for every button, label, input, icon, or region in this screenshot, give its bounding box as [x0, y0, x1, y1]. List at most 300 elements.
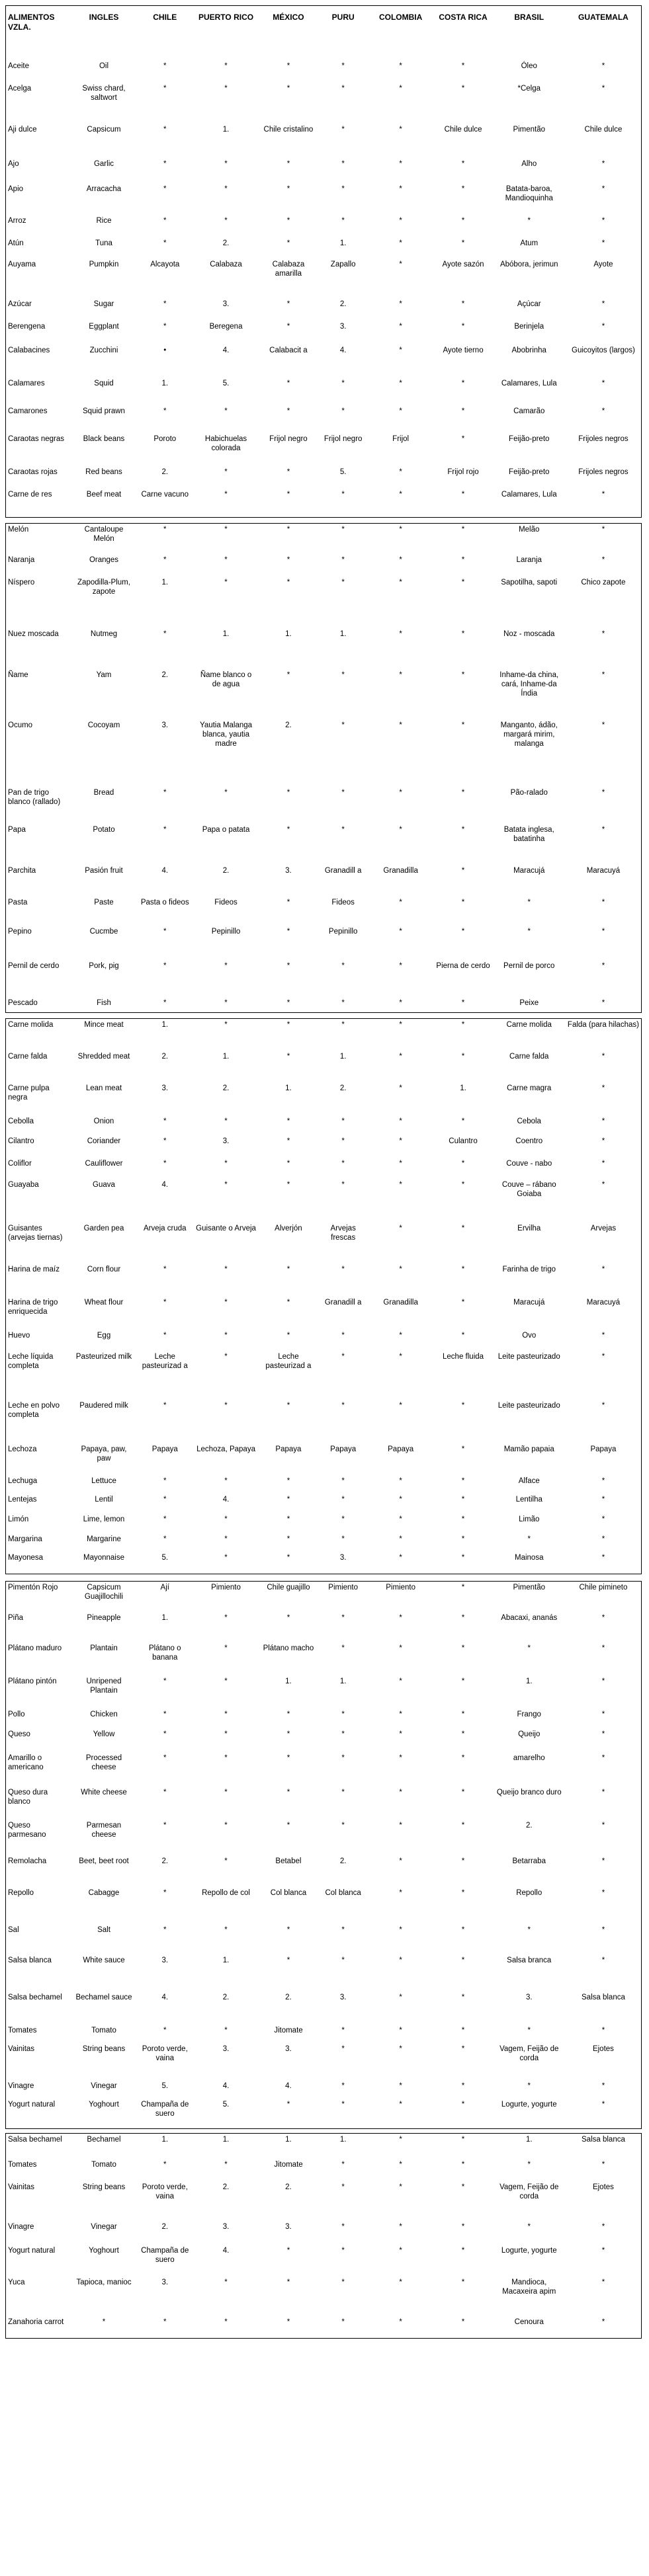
table-cell: Champaña de suero [141, 2100, 189, 2118]
table-row [6, 1513, 642, 1533]
table-cell: Shredded meat [77, 1052, 130, 1061]
food-name-cell: Carne falda [8, 1052, 48, 1061]
table-cell: * [286, 1553, 290, 1562]
food-name-cell: Tomates [8, 2160, 37, 2169]
table-cell: * [399, 998, 402, 1007]
table-cell: Chicken [90, 1710, 118, 1718]
table-cell: * [461, 788, 465, 797]
table-cell: * [224, 788, 228, 797]
table-cell: * [286, 61, 290, 70]
table-cell: * [286, 1331, 290, 1340]
table-row [6, 719, 642, 787]
food-name-cell: Repollo [8, 1888, 34, 1897]
table-cell: * [224, 526, 228, 534]
table-row [6, 2159, 642, 2181]
food-name-cell: Melón [8, 526, 29, 534]
table-cell: Lean meat [85, 1084, 122, 1092]
table-cell: * [399, 1644, 402, 1652]
table-cell: * [461, 1298, 465, 1307]
table-row [6, 215, 642, 237]
table-cell: * [399, 670, 402, 679]
food-name-cell: Plátano maduro [8, 1644, 62, 1652]
table-cell: * [286, 578, 290, 586]
table-cell: Fideos [331, 898, 355, 906]
translation-table [5, 5, 642, 2339]
food-name-cell: Arroz [8, 216, 26, 225]
table-cell: 4. [161, 1180, 169, 1189]
table-cell: 1. [161, 578, 169, 586]
table-row [6, 787, 642, 824]
table-cell: * [461, 84, 465, 93]
table-cell: 3. [339, 1553, 347, 1562]
table-cell: Calabaza amarilla [272, 260, 305, 278]
table-cell: Queijo branco duro [496, 1788, 562, 1796]
table-cell: * [163, 300, 167, 308]
table-cell: String beans [82, 2183, 126, 2191]
food-name-cell: Camarones [8, 407, 48, 415]
table-cell: Chile cristalino [263, 125, 314, 134]
table-cell: * [341, 2081, 345, 2090]
table-cell: Logurte, yogurte [501, 2246, 557, 2255]
table-cell: * [163, 125, 167, 134]
table-cell: * [461, 1753, 465, 1762]
table-cell: * [224, 407, 228, 415]
table-cell: Cebola [517, 1117, 541, 1125]
table-cell: * [286, 84, 290, 93]
table-cell: Calamares, Lula [501, 490, 557, 499]
food-name-cell: Pasta [8, 898, 28, 906]
table-cell: * [163, 1265, 167, 1273]
table-cell: Ají [160, 1584, 169, 1591]
table-row [6, 378, 642, 405]
table-cell: 1. [339, 2136, 347, 2144]
table-cell: * [461, 216, 465, 225]
table-cell: * [601, 1857, 605, 1865]
table-row [6, 2080, 642, 2099]
table-row [6, 1675, 642, 1709]
table-cell: * [461, 2044, 465, 2053]
table-cell: Salsa blanca [582, 2136, 625, 2144]
table-cell: * [399, 1925, 402, 1934]
table-cell: * [286, 1298, 290, 1307]
table-cell: * [399, 927, 402, 936]
table-cell: 1. [161, 2136, 169, 2144]
table-cell: * [601, 184, 605, 193]
table-cell: * [399, 159, 402, 168]
table-cell: Poroto verde, vaina [142, 2183, 188, 2200]
table-cell: * [601, 1137, 605, 1145]
table-cell: * [399, 2222, 402, 2231]
table-cell: Bechamel [87, 2136, 121, 2144]
table-cell: * [341, 721, 345, 729]
table-cell: * [224, 490, 228, 499]
table-cell: Granadilla [383, 866, 418, 875]
food-name-cell: Pescado [8, 998, 38, 1007]
table-cell: Queijo [518, 1730, 541, 1738]
table-cell: * [601, 300, 605, 308]
table-cell: * [224, 2026, 228, 2034]
food-name-cell: Carne de res [8, 490, 52, 499]
food-name-cell: Cilantro [8, 1137, 34, 1145]
table-cell: * [286, 555, 290, 564]
table-cell: * [224, 1401, 228, 1410]
table-cell: * [286, 159, 290, 168]
table-cell: 3. [285, 866, 292, 875]
table-cell: * [341, 1137, 345, 1145]
table-cell: * [286, 184, 290, 193]
table-cell: * [341, 2222, 345, 2231]
table-cell: Abacaxi, ananás [501, 1613, 558, 1622]
table-cell: 3. [222, 1137, 230, 1145]
table-cell: Plantain [90, 1644, 118, 1652]
table-cell: * [341, 379, 345, 387]
table-cell: Unripened Plantain [86, 1677, 122, 1695]
table-cell: * [286, 788, 290, 797]
food-name-cell: Sal [8, 1925, 19, 1934]
table-cell: Carne vacuno [141, 490, 189, 499]
table-cell: 2. [161, 467, 169, 476]
table-cell: * [399, 1331, 402, 1340]
table-cell: Papa o patata [202, 825, 250, 834]
table-cell: * [341, 961, 345, 970]
table-cell: * [461, 2317, 465, 2326]
table-cell: * [286, 927, 290, 936]
table-cell: * [461, 1117, 465, 1125]
table-cell: * [341, 1821, 345, 1830]
table-cell: * [286, 1535, 290, 1543]
table-cell: Chile dulce [584, 125, 623, 134]
table-cell: * [601, 2100, 605, 2109]
table-row [6, 1223, 642, 1264]
table-cell: Noz - moscada [503, 629, 555, 638]
table-cell: * [286, 898, 290, 906]
table-cell: * [399, 1084, 402, 1092]
table-cell: Repollo [516, 1888, 542, 1897]
table-row [6, 1351, 642, 1400]
table-cell: Oil [99, 61, 109, 70]
table-cell: Yautia Malanga blanca, yautia madre [200, 721, 253, 748]
table-cell: * [601, 1644, 605, 1652]
table-cell: * [341, 670, 345, 679]
food-name-cell: Queso parmesano [8, 1821, 46, 1839]
table-row [6, 1082, 642, 1115]
table-cell: Frijol rojo [447, 467, 479, 476]
table-row [6, 433, 642, 466]
table-cell: 2. [285, 1993, 292, 2001]
table-cell: * [341, 125, 345, 134]
table-cell: * [224, 1730, 228, 1738]
table-cell: Pimentão [513, 1584, 546, 1591]
table-cell: * [224, 1021, 228, 1029]
table-cell: 2. [161, 2222, 169, 2231]
table-cell: * [224, 998, 228, 1007]
table-cell: Guava [93, 1180, 115, 1189]
table-cell: * [527, 2026, 531, 2034]
table-cell: * [461, 1584, 465, 1591]
table-cell: 2. [525, 1821, 533, 1830]
table-cell: Papaya [330, 1445, 357, 1453]
table-cell: * [601, 1495, 605, 1504]
table-cell: * [341, 1956, 345, 1964]
table-cell: Parmesan cheese [86, 1821, 122, 1839]
table-cell: Squid prawn [83, 407, 125, 415]
table-cell: Lime, lemon [83, 1515, 125, 1523]
table-cell: * [399, 1495, 402, 1504]
table-cell: 2. [222, 1084, 230, 1092]
table-cell: * [286, 1753, 290, 1762]
table-cell: Tomato [91, 2026, 116, 2034]
table-cell: Nutmeg [90, 629, 118, 638]
table-cell: Arracacha [86, 184, 122, 193]
table-cell: 1. [222, 125, 230, 134]
table-cell: 2. [222, 2183, 230, 2191]
table-cell: * [399, 1888, 402, 1897]
table-cell: * [286, 379, 290, 387]
food-name-cell: Plátano pintón [8, 1677, 57, 1685]
table-cell: * [341, 2026, 345, 2034]
food-name-cell: Yuca [8, 2278, 25, 2286]
table-cell: Bechamel sauce [75, 1993, 132, 2001]
table-row [6, 2134, 642, 2159]
table-cell: 4. [161, 1993, 169, 2001]
table-cell: * [601, 1535, 605, 1543]
food-name-cell: Coliflor [8, 1159, 32, 1168]
table-cell: * [461, 1535, 465, 1543]
table-cell: White cheese [81, 1788, 127, 1796]
table-row [6, 1752, 642, 1787]
table-cell: * [601, 670, 605, 679]
table-cell: * [461, 1180, 465, 1189]
table-cell: 4. [222, 1495, 230, 1504]
table-cell: 3. [222, 2222, 230, 2231]
table-cell: * [601, 1180, 605, 1189]
table-cell: Calabaza [210, 260, 242, 268]
table-cell: * [163, 84, 167, 93]
food-name-cell: Zanahoria carrot [8, 2317, 64, 2326]
table-cell: Alho [521, 159, 537, 168]
table-cell: * [224, 1159, 228, 1168]
food-name-cell: Pepino [8, 927, 32, 936]
table-cell: *Celga [517, 84, 541, 93]
table-cell: * [399, 300, 402, 308]
table-cell: Leche pasteurizad a [142, 1352, 188, 1370]
table-cell: 5. [222, 2100, 230, 2109]
table-cell: * [163, 961, 167, 970]
column-header: BRASIL [514, 13, 544, 22]
table-cell: 2. [222, 239, 230, 247]
table-cell: * [399, 2044, 402, 2053]
table-cell: * [601, 788, 605, 797]
table-cell: * [461, 1925, 465, 1934]
table-cell: * [461, 322, 465, 331]
table-cell: * [341, 1644, 345, 1652]
table-cell: * [341, 1401, 345, 1410]
table-cell: Arveja cruda [143, 1224, 187, 1232]
table-cell: * [224, 467, 228, 476]
table-cell: * [341, 1117, 345, 1125]
table-cell: Potato [93, 825, 115, 834]
table-cell: 1. [460, 1084, 466, 1092]
table-cell: Batata inglesa, batatinha [503, 825, 554, 843]
food-name-cell: Tomates [8, 2026, 37, 2034]
column-header: COLOMBIA [378, 13, 423, 22]
table-cell: * [601, 216, 605, 225]
table-cell: * [224, 1476, 228, 1485]
table-cell: * [224, 1925, 228, 1934]
table-cell: * [399, 1730, 402, 1738]
table-cell: * [399, 239, 402, 247]
table-cell: * [461, 629, 465, 638]
table-cell: * [286, 1730, 290, 1738]
table-cell: * [163, 2160, 167, 2169]
table-cell: * [341, 1331, 345, 1340]
table-cell: * [461, 1730, 465, 1738]
table-cell: Vagem, Feijão de corda [499, 2183, 559, 2200]
table-cell: * [399, 61, 402, 70]
table-cell: * [341, 1535, 345, 1543]
table-cell: * [286, 1137, 290, 1145]
table-cell: * [286, 998, 290, 1007]
food-name-cell: Ñame [8, 670, 28, 679]
table-cell: * [286, 2278, 290, 2286]
table-row [6, 1400, 642, 1443]
table-cell: * [224, 84, 228, 93]
table-cell: * [286, 1052, 290, 1061]
table-cell: Mayonnaise [83, 1553, 124, 1562]
table-cell: * [224, 184, 228, 193]
table-cell: Cantaloupe Melón [84, 526, 124, 543]
table-cell: * [224, 2160, 228, 2169]
table-row [6, 1642, 642, 1675]
table-cell: * [461, 490, 465, 499]
table-cell: * [399, 346, 402, 354]
table-cell: * [461, 555, 465, 564]
table-cell: * [286, 467, 290, 476]
table-cell: Ejotes [592, 2183, 614, 2191]
table-cell: Rice [96, 216, 112, 225]
table-row [6, 344, 642, 378]
table-cell: Mince meat [84, 1021, 124, 1029]
table-row [6, 1494, 642, 1513]
table-row [6, 259, 642, 298]
table-row [6, 2221, 642, 2245]
table-cell: * [341, 61, 345, 70]
table-cell: * [399, 1224, 402, 1232]
table-cell: * [341, 2100, 345, 2109]
table-cell: * [163, 1710, 167, 1718]
table-cell: * [341, 1352, 345, 1361]
table-row [6, 1158, 642, 1179]
table-cell: Beet, beet root [79, 1857, 129, 1865]
table-cell: * [286, 1021, 290, 1029]
table-row [6, 1709, 642, 1728]
table-cell: * [341, 2183, 345, 2191]
table-cell: Carne molida [506, 1021, 552, 1029]
table-cell: * [601, 322, 605, 331]
table-row [6, 1582, 642, 1612]
food-name-cell: Níspero [8, 578, 35, 586]
table-cell: * [527, 2222, 531, 2231]
table-cell: * [601, 526, 605, 534]
table-cell: * [461, 1677, 465, 1685]
table-cell: * [461, 1159, 465, 1168]
table-cell: * [224, 1613, 228, 1622]
food-name-cell: Yogurt natural [8, 2246, 56, 2255]
table-cell: * [286, 1788, 290, 1796]
food-name-cell: Apio [8, 184, 24, 193]
table-cell: * [341, 1730, 345, 1738]
table-cell: * [224, 1331, 228, 1340]
table-cell: * [461, 379, 465, 387]
table-cell: Salsa branca [507, 1956, 552, 1964]
table-cell: * [601, 555, 605, 564]
table-cell: * [601, 1352, 605, 1361]
table-cell: * [601, 1117, 605, 1125]
food-name-cell: Salsa bechamel [8, 1993, 62, 2001]
table-cell: Repollo de col [202, 1888, 250, 1897]
food-name-cell: Amarillo o americano [8, 1753, 44, 1771]
table-cell: * [341, 1180, 345, 1189]
table-cell: * [601, 721, 605, 729]
table-cell: * [601, 2278, 605, 2286]
table-cell: * [163, 1925, 167, 1934]
table-cell: Eggplant [89, 322, 119, 331]
table-cell: * [286, 2246, 290, 2255]
table-row [6, 1954, 642, 1992]
table-cell: * [399, 961, 402, 970]
table-cell: * [102, 2317, 106, 2326]
table-cell: Garden pea [83, 1224, 124, 1232]
table-block-5 [5, 2133, 642, 2339]
table-cell: Laranja [516, 555, 542, 564]
table-cell: * [286, 2100, 290, 2109]
table-cell: * [286, 961, 290, 970]
table-cell: Arvejas frescas [330, 1224, 356, 1242]
table-cell: Col blanca [270, 1888, 307, 1897]
table-cell: 1. [285, 1084, 292, 1092]
table-cell: Lentilha [515, 1495, 542, 1504]
table-cell: Sapotilha, sapoti [501, 578, 558, 586]
table-cell: Pernil de porco [503, 961, 555, 970]
table-cell: * [163, 1821, 167, 1830]
table-cell: * [163, 825, 167, 834]
table-cell: * [601, 1956, 605, 1964]
food-name-cell: Aji dulce [8, 125, 37, 134]
food-name-cell: Leche en polvo completa [8, 1401, 60, 1419]
table-cell: * [601, 1710, 605, 1718]
table-cell: * [163, 788, 167, 797]
table-cell: * [163, 1515, 167, 1523]
table-cell: * [163, 1677, 167, 1685]
table-cell: Yellow [93, 1730, 115, 1738]
table-cell: Ayote tierno [443, 346, 484, 354]
table-cell: 2. [161, 1857, 169, 1865]
table-cell: * [601, 2222, 605, 2231]
table-cell: * [399, 1710, 402, 1718]
table-cell: 3. [525, 1993, 533, 2001]
table-cell: Pepinillo [211, 927, 241, 936]
table-cell: * [601, 2246, 605, 2255]
table-cell: Guicoyitos (largos) [572, 346, 635, 354]
table-cell: Feijão-preto [509, 434, 550, 443]
table-cell: Chile pimineto [579, 1584, 628, 1591]
table-cell: * [163, 555, 167, 564]
table-cell: 5. [161, 2081, 169, 2090]
table-cell: Jitomate [274, 2026, 303, 2034]
table-row [6, 926, 642, 960]
table-cell: 3. [161, 1956, 169, 1964]
table-cell: * [461, 578, 465, 586]
